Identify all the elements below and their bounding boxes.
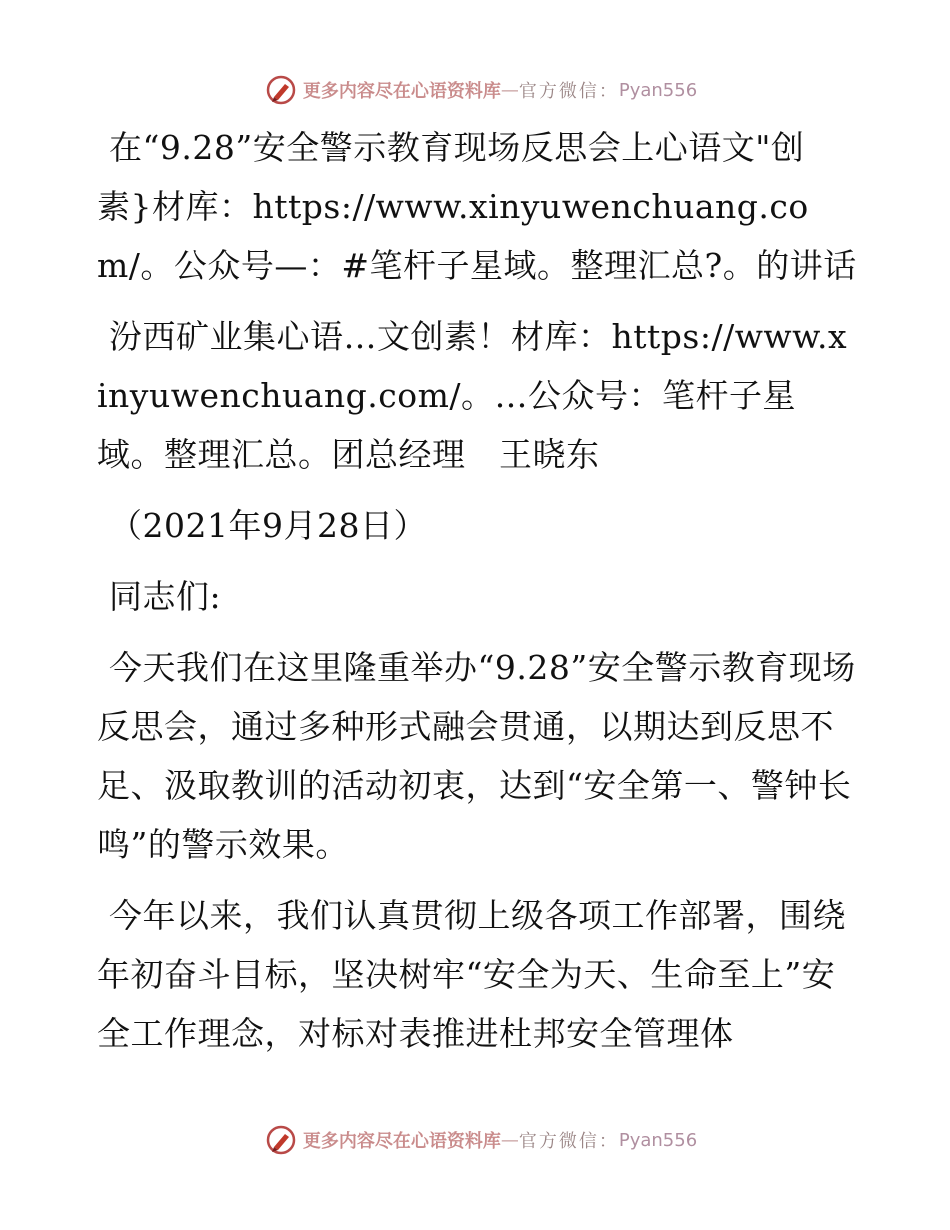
document-body <box>97 118 857 1075</box>
body-paragraph <box>97 886 857 1063</box>
watermark-wechat-id: Pyan556 <box>618 1129 698 1151</box>
watermark-wechat-id: Pyan556 <box>618 79 698 101</box>
watermark-label: 官方微信： <box>518 81 619 102</box>
paragraph-text: 今天我们在这里隆重举办“9.28”安全警示教育现场反思会，通过多种形式融会贯通，以期达到反思不足、汲取教训的活动初衷，达到“安全第一、警钟长鸣”的警示效果。 <box>97 648 856 864</box>
pen-logo-icon <box>265 74 297 106</box>
watermark-separator: — <box>500 1129 519 1151</box>
salutation-paragraph <box>97 567 857 626</box>
paragraph-text: 同志们: <box>109 577 222 616</box>
body-paragraph <box>97 638 857 874</box>
watermark-header <box>0 70 950 110</box>
author-paragraph <box>97 307 857 484</box>
watermark-main-text: 更多内容尽在心语资料库 <box>302 81 501 102</box>
pen-logo-icon <box>265 1124 297 1156</box>
paragraph-text: （2021年9月28日） <box>109 506 427 545</box>
paragraph-text: 在“9.28”安全警示教育现场反思会上心语文"创素}材库：https://www.xinyuwenchuang.com/。公众号—：#笔杆子星域。整理汇总?。的讲话 <box>97 128 857 285</box>
watermark-main-text: 更多内容尽在心语资料库 <box>302 1131 501 1152</box>
watermark-footer <box>0 1120 950 1160</box>
paragraph-text: 汾西矿业集心语…文创素！材库：https://www.xinyuwenchuang.com/。…公众号：笔杆子星域。整理汇总。团总经理 王晓东 <box>97 317 848 474</box>
date-paragraph <box>97 496 857 555</box>
title-paragraph <box>97 118 857 295</box>
watermark-label: 官方微信： <box>518 1131 619 1152</box>
paragraph-text: 今年以来，我们认真贯彻上级各项工作部署，围绕年初奋斗目标，坚决树牢“安全为天、生命至上”安全工作理念，对标对表推进杜邦安全管理体 <box>97 896 846 1053</box>
watermark-separator: — <box>500 79 519 101</box>
